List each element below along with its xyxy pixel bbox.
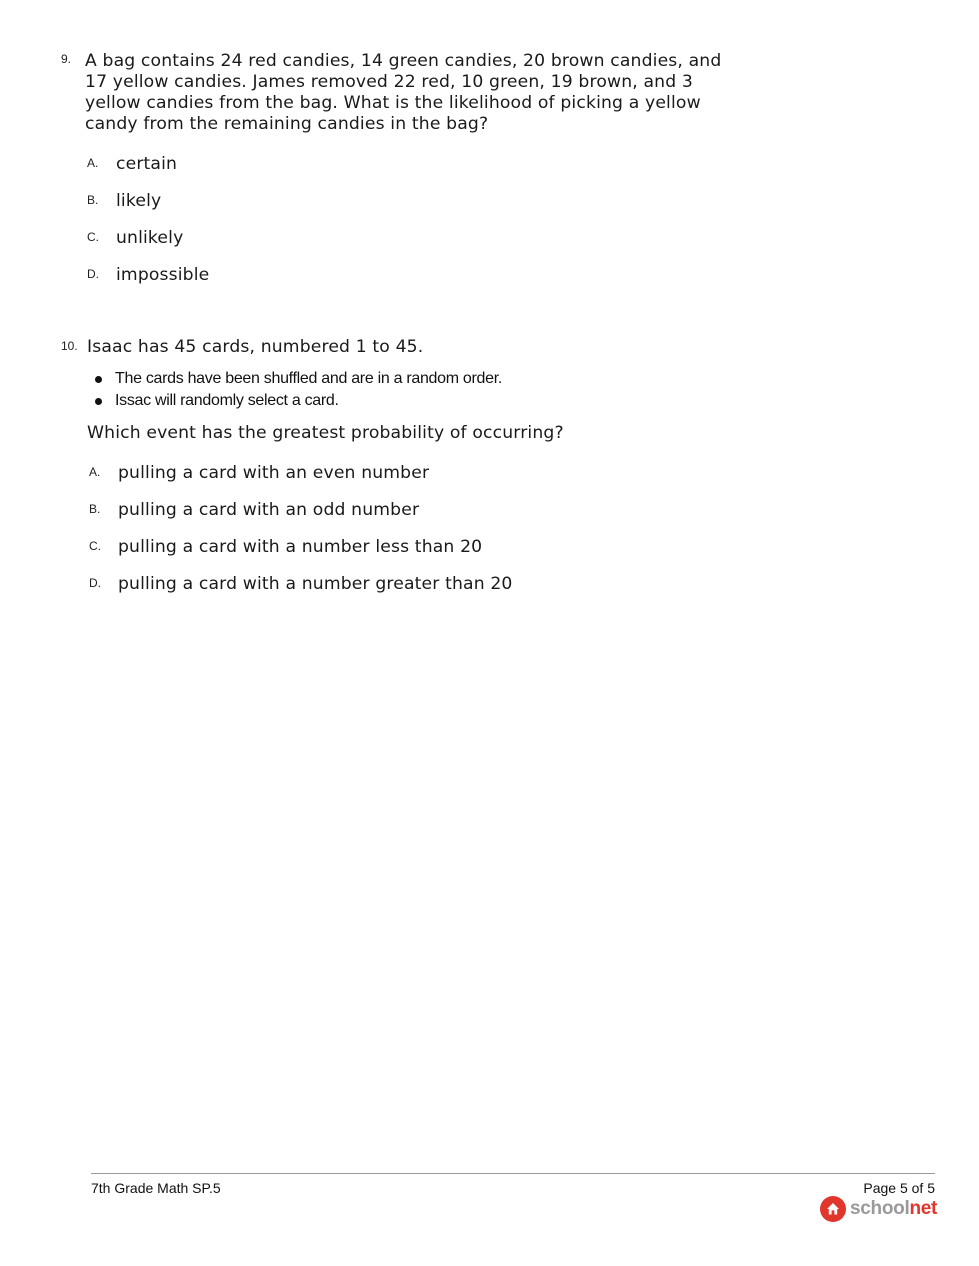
- choice-letter: C.: [87, 230, 99, 244]
- question-stem-line: 17 yellow candies. James removed 22 red, 10 green, 19 brown, and 3: [85, 72, 693, 92]
- logo-wordmark: [850, 1198, 937, 1220]
- choice-letter: B.: [87, 193, 99, 207]
- logo-word-net: net: [909, 1198, 938, 1219]
- footer-title: 7th Grade Math SP.5: [91, 1180, 221, 1196]
- choice-text: pulling a card with a number greater than 20: [118, 574, 513, 594]
- bullet-dot-icon: [95, 376, 102, 383]
- choice-text: pulling a card with a number less than 20: [118, 537, 483, 557]
- choice-letter: B.: [89, 502, 101, 516]
- bullet-item: [95, 368, 502, 390]
- choice-text: pulling a card with an odd number: [118, 500, 420, 520]
- bullet-text: Issac will randomly select a card.: [115, 392, 339, 409]
- choice-letter: A.: [89, 465, 101, 479]
- choice-text: certain: [116, 154, 178, 174]
- choice-letter: D.: [89, 576, 101, 590]
- choice-text: unlikely: [116, 228, 184, 248]
- page-number: Page 5 of 5: [863, 1180, 935, 1196]
- bullet-list: [95, 368, 502, 412]
- choice-text: likely: [116, 191, 162, 211]
- choice-letter: C.: [89, 539, 101, 553]
- logo-word-school: school: [850, 1198, 910, 1219]
- bullet-text: The cards have been shuffled and are in a random order.: [115, 370, 503, 387]
- house-icon: [820, 1196, 846, 1222]
- footer-divider: [91, 1173, 935, 1174]
- bullet-dot-icon: [95, 398, 102, 405]
- question-stem-line: candy from the remaining candies in the bag?: [85, 114, 489, 134]
- question-stem-line: yellow candies from the bag. What is the likelihood of picking a yellow: [85, 93, 701, 113]
- choice-letter: A.: [87, 156, 99, 170]
- bullet-item: [95, 390, 502, 412]
- question-prompt: Which event has the greatest probability of occurring?: [87, 423, 564, 443]
- question-stem: [85, 51, 785, 135]
- schoolnet-logo: [820, 1195, 937, 1223]
- question-number: 9.: [61, 52, 72, 66]
- choice-letter: D.: [87, 267, 99, 281]
- question-intro: Isaac has 45 cards, numbered 1 to 45.: [87, 337, 424, 357]
- choice-text: impossible: [116, 265, 210, 285]
- choice-text: pulling a card with an even number: [118, 463, 430, 483]
- question-number: 10.: [61, 339, 78, 353]
- question-stem-line: A bag contains 24 red candies, 14 green candies, 20 brown candies, and: [85, 51, 722, 71]
